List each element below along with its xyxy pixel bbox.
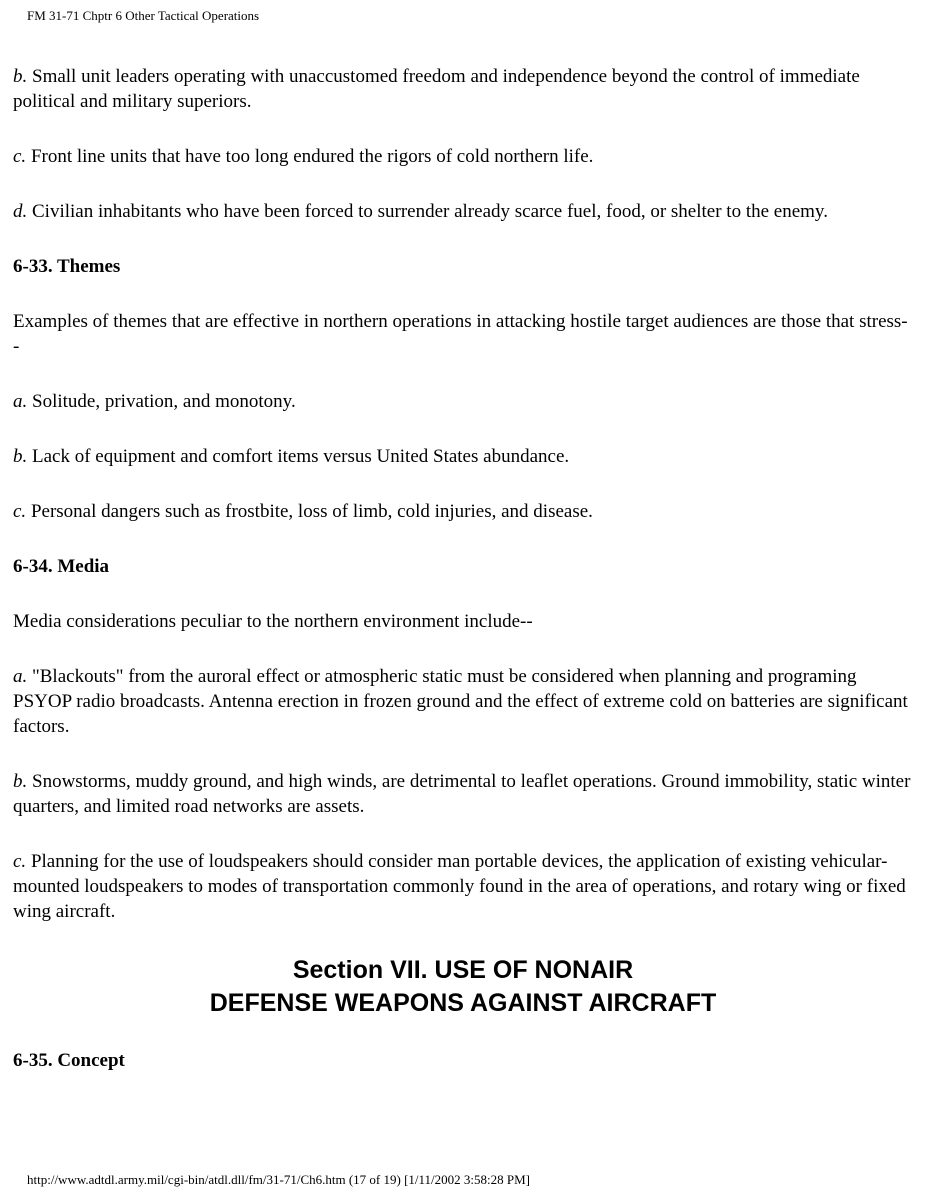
paragraph: Media considerations peculiar to the northern environment include-- <box>13 611 533 632</box>
paragraph-letter-prefix: b. <box>13 66 32 87</box>
document-body <box>0 23 926 1073</box>
document-header: FM 31-71 Chptr 6 Other Tactical Operations <box>27 8 260 23</box>
paragraph-heading: 6-33. Themes <box>13 256 121 277</box>
section-heading: Section VII. USE OF NONAIR DEFENSE WEAPONS AGAINST AIRCRAFT <box>209 956 717 1017</box>
paragraph-letter-prefix: c. <box>13 851 31 872</box>
paragraph: d. Civilian inhabitants who have been forced to surrender already scarce fuel, food, or shelter to the enemy. <box>13 201 828 222</box>
paragraph-letter-prefix: b. <box>13 771 32 792</box>
paragraph-letter-prefix: b. <box>13 446 32 467</box>
paragraph: c. Planning for the use of loudspeakers should consider man portable devices, the application of existing vehicular-mounted loudspeakers to modes of transportation commonly found in the area of operations, and rotary wing or fixed wing aircraft. <box>13 851 906 922</box>
paragraph-letter-prefix: a. <box>13 391 32 412</box>
paragraph-letter-prefix: c. <box>13 501 31 522</box>
paragraph-letter-prefix: d. <box>13 201 32 222</box>
paragraph: b. Lack of equipment and comfort items versus United States abundance. <box>13 446 570 467</box>
paragraph-heading: 6-34. Media <box>13 556 110 577</box>
document-footer-url: http://www.adtdl.army.mil/cgi-bin/atdl.dll/fm/31-71/Ch6.htm (17 of 19) [1/11/2002 3:58:28 PM] <box>27 1172 530 1187</box>
paragraph: b. Small unit leaders operating with unaccustomed freedom and independence beyond the control of immediate political and military superiors. <box>13 66 860 112</box>
paragraph-letter-prefix: c. <box>13 146 31 167</box>
paragraph: a. Solitude, privation, and monotony. <box>13 391 296 412</box>
paragraph: a. "Blackouts" from the auroral effect or atmospheric static must be considered when planning and programing PSYOP radio broadcasts. Antenna erection in frozen ground and the effect of extreme cold on batteries are significant factors. <box>13 666 908 737</box>
paragraph: b. Snowstorms, muddy ground, and high winds, are detrimental to leaflet operations. Ground immobility, static winter quarters, and limited road networks are assets. <box>13 771 911 817</box>
paragraph: Examples of themes that are effective in northern operations in attacking hostile target audiences are those that stress-- <box>13 311 908 357</box>
paragraph: c. Personal dangers such as frostbite, loss of limb, cold injuries, and disease. <box>13 501 593 522</box>
paragraph-heading: 6-35. Concept <box>13 1050 125 1071</box>
paragraph-letter-prefix: a. <box>13 666 32 687</box>
paragraph: c. Front line units that have too long endured the rigors of cold northern life. <box>13 146 594 167</box>
